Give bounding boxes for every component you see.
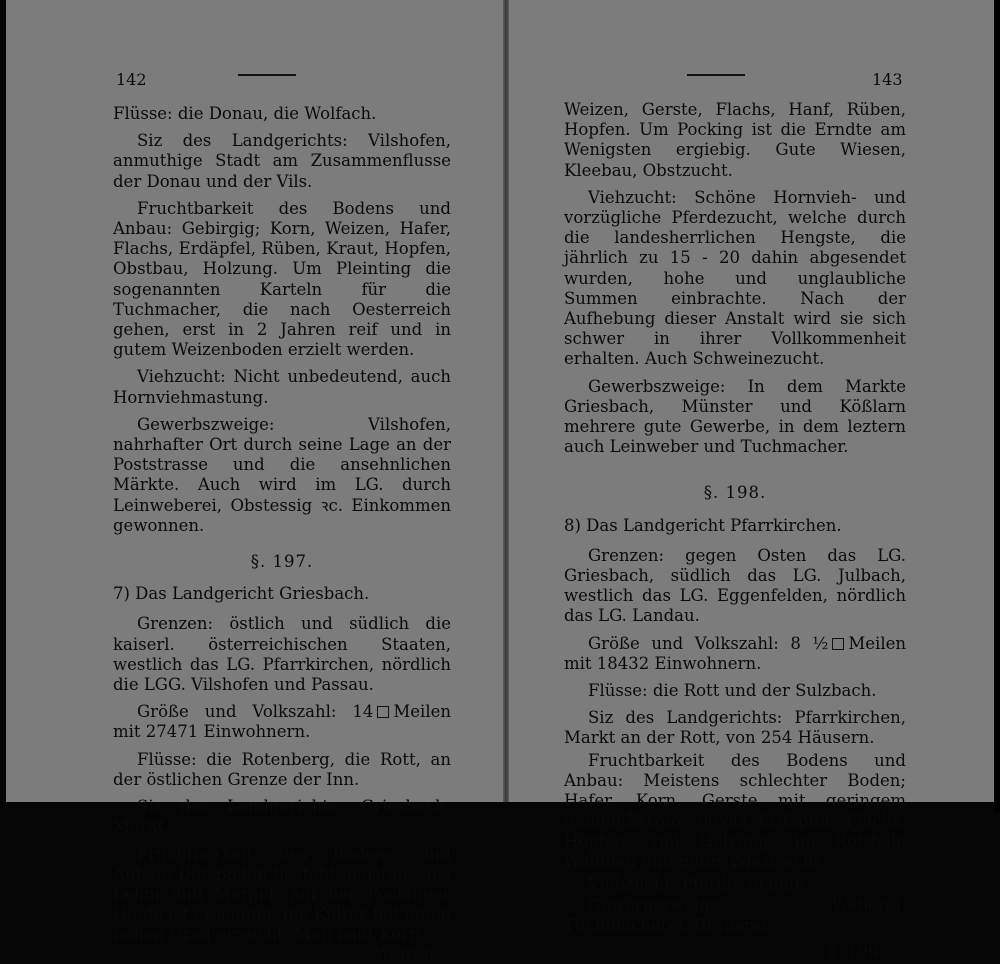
catchword: §. 199. bbox=[828, 942, 884, 962]
paragraph: Grenzen: östlich und südlich die kaiserl. österreichischen Staaten, westlich das LG. Pfarrkirchen, nördlich die LGG. Vilshofen und Passau. bbox=[113, 614, 451, 695]
paragraph: Gewerbszweige: In dem Markte Griesbach, Münster und Kößlarn mehrere gute Gewerbe, in dem leztern auch Leinweber und Tuchmacher. bbox=[564, 376, 906, 457]
paragraph: Fruchtbarkeit des Bodens und Anbau: Meistens schlechter Boden; Hafer, Korn, Gerste mit geringem Samen-Ertrag, etwas Erdäpfel, Flachs, Hopfen, viel Holzung. Im Rotthale Weinbau und guter Wieswachs. bbox=[564, 750, 906, 871]
paragraph: Siz des Landgerichts: Pfarrkirchen, Markt an der Rott, von 254 Häusern. bbox=[564, 708, 906, 748]
page-text bbox=[564, 100, 906, 963]
scan-edge bbox=[994, 0, 1000, 813]
paragraph: Flüsse: die Rotenberg, die Rott, an der östlichen Grenze der Inn. bbox=[113, 749, 451, 789]
paragraph: Viehzucht: Schöne Hornvieh- und vorzügliche Pferdezucht, welche durch die landesherrlichen Hengste, die jährlich zu 15 - 20 dahin abgesendet wurden, hohe und unglaubliche Summen einbrachte. Nach der Aufhebung dieser Anstalt wird sie sich schwer in ihrer Vollkommenheit erhalten. Auch Schweinezucht. bbox=[564, 187, 906, 369]
paragraph: Viehzucht: Nicht unbedeutend, auch Hornviehmastung. bbox=[113, 367, 451, 407]
size-label: Größe und Volkszahl: 14 bbox=[137, 702, 374, 722]
size-value: Meilen mit 27471 Einwohnern. bbox=[113, 702, 451, 742]
paragraph: Weizen, Gerste, Flachs, Hanf, Rüben, Hopfen. Um Pocking ist die Erndte am Wenigsten ergiebig. Gute Wiesen, Kleebau, Obstzucht. bbox=[564, 100, 906, 180]
square-miles-icon bbox=[832, 638, 844, 650]
left-page bbox=[6, 0, 503, 963]
size-value: Meilen mit 18432 Einwohnern. bbox=[564, 633, 906, 673]
header-rule bbox=[238, 74, 296, 76]
section-mark: §. 197. bbox=[250, 552, 314, 572]
section-mark: §. 198. bbox=[703, 483, 767, 503]
paragraph: Fruchtbarkeit des Bodens und Anbau: Der Boden besteht meistens aus Lehm und Mergel; auf der Pockinger Haide ist er sandig, die Kultur hat einen hohen Grad erreicht. Man baut Korn, bbox=[113, 844, 451, 945]
paragraph: Fruchtbarkeit des Bodens und Anbau: Gebirgig; Korn, Weizen, Hafer, Flachs, Erdäpfel, Rüben, Kraut, Hopfen, Obstbau, Holzung. Um Pleinting die sogenannten Karteln für die Tuchmacher, die nach Oesterreich gehen, erst in 2 Jahren reif und in gutem Weizenboden erzielt werden. bbox=[113, 198, 451, 360]
size-paragraph bbox=[113, 702, 451, 742]
header-rule bbox=[687, 74, 745, 76]
paragraph: Flüsse: die Rott und der Sulzbach. bbox=[588, 681, 877, 701]
paragraph: Grenzen: gegen Osten das LG. Griesbach, südlich das LG. Julbach, westlich das LG. Eggenfelden, nördlich das LG. Landau. bbox=[564, 545, 906, 626]
section-title: 7) Das Landgericht Griesbach. bbox=[113, 584, 370, 604]
section-title: 8) Das Landgericht Pfarrkirchen. bbox=[564, 515, 842, 535]
catchword: Weizen, bbox=[374, 943, 439, 963]
page-number: 143 bbox=[872, 70, 903, 89]
paragraph: Gewerbszweige: Weberei, Tuchmacherei, Brauerei. bbox=[564, 896, 906, 936]
paragraph: Siz des Landgerichts: Vilshofen, anmuthige Stadt am Zusammenflusse der Donau und der Vils. bbox=[113, 131, 451, 191]
paragraph: Viehzucht: Pferde, Schafe. bbox=[588, 873, 810, 893]
paragraph: Siz des Landgerichts: Griesbach, Markt. bbox=[113, 797, 451, 837]
page-number: 142 bbox=[116, 70, 147, 89]
size-paragraph bbox=[564, 634, 906, 674]
paragraph: Gewerbszweige: Vilshofen, nahrhafter Ort durch seine Lage an der Poststrasse und die ansehnlichen Märkte. Auch wird im LG. durch Leinweberei, Obstessig ꝛc. Einkommen gewonnen. bbox=[113, 414, 451, 535]
right-page bbox=[509, 0, 1000, 962]
book-spread bbox=[6, 0, 994, 963]
size-label: Größe und Volkszahl: 8 ½ bbox=[588, 633, 829, 653]
square-miles-icon bbox=[377, 706, 389, 718]
paragraph: Flüsse: die Donau, die Wolfach. bbox=[113, 104, 377, 123]
page-text bbox=[113, 104, 451, 964]
